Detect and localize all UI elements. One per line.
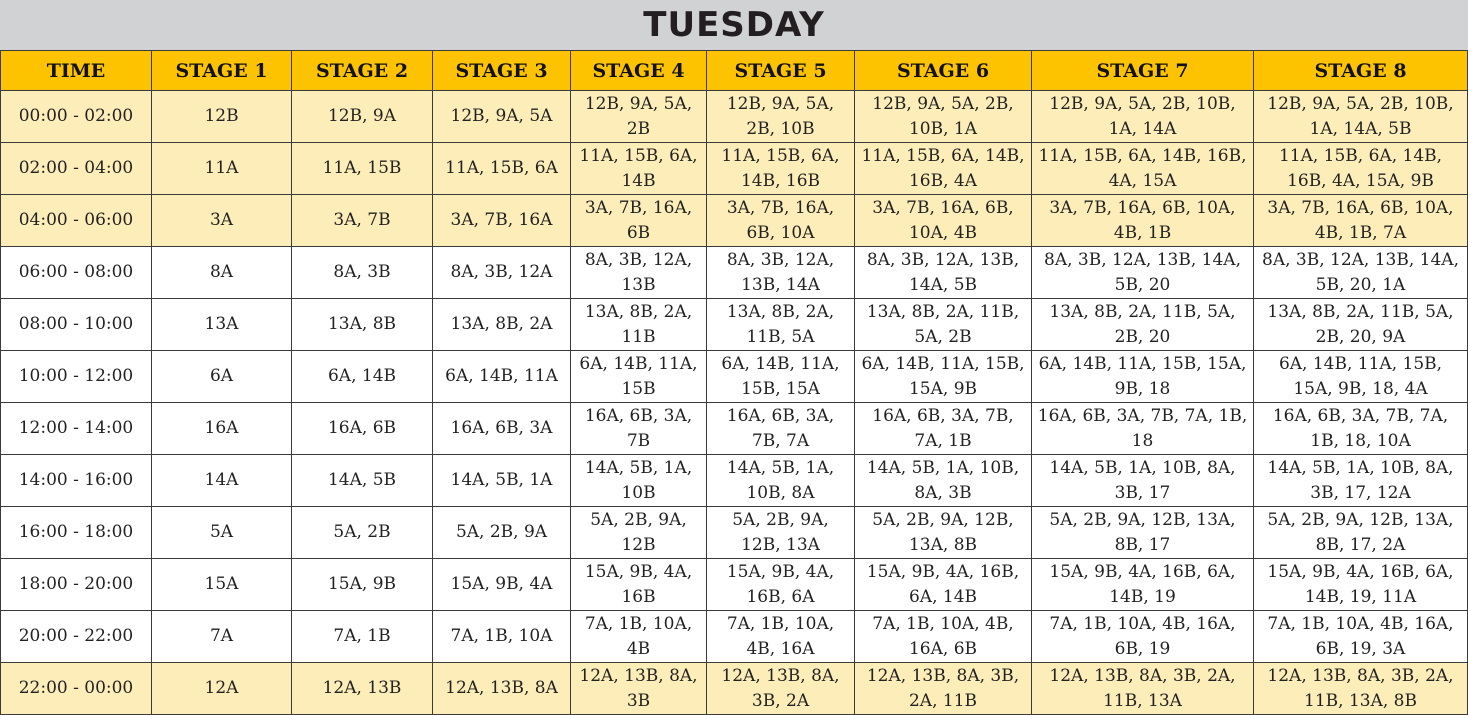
stage-8-cell: 15A, 9B, 4A, 16B, 6A, 14B, 19, 11A	[1254, 559, 1468, 611]
stage-8-cell: 5A, 2B, 9A, 12B, 13A, 8B, 17, 2A	[1254, 507, 1468, 559]
stage-4-cell: 11A, 15B, 6A, 14B	[571, 143, 707, 195]
stage-3-cell: 8A, 3B, 12A	[433, 247, 571, 299]
stage-5-cell: 8A, 3B, 12A, 13B, 14A	[707, 247, 855, 299]
stage-7-cell: 14A, 5B, 1A, 10B, 8A, 3B, 17	[1032, 455, 1254, 507]
stage-4-cell: 14A, 5B, 1A, 10B	[571, 455, 707, 507]
stage-1-cell: 15A	[152, 559, 292, 611]
stage-7-cell: 11A, 15B, 6A, 14B, 16B, 4A, 15A	[1032, 143, 1254, 195]
stage-8-cell: 12B, 9A, 5A, 2B, 10B, 1A, 14A, 5B	[1254, 91, 1468, 143]
stage-7-cell: 12B, 9A, 5A, 2B, 10B, 1A, 14A	[1032, 91, 1254, 143]
stage-5-cell: 5A, 2B, 9A, 12B, 13A	[707, 507, 855, 559]
time-slot-cell: 00:00 - 02:00	[1, 91, 152, 143]
time-slot-cell: 18:00 - 20:00	[1, 559, 152, 611]
stage-4-cell: 13A, 8B, 2A, 11B	[571, 299, 707, 351]
header-stage-1: STAGE 1	[152, 51, 292, 91]
header-stage-3: STAGE 3	[433, 51, 571, 91]
table-header	[1, 51, 1468, 91]
header-stage-7: STAGE 7	[1032, 51, 1254, 91]
title-bar	[0, 0, 1468, 50]
stage-3-cell: 11A, 15B, 6A	[433, 143, 571, 195]
page-title: TUESDAY	[643, 5, 825, 45]
table-row	[1, 403, 1468, 455]
stage-2-cell: 16A, 6B	[292, 403, 433, 455]
stage-2-cell: 5A, 2B	[292, 507, 433, 559]
stage-6-cell: 6A, 14B, 11A, 15B, 15A, 9B	[855, 351, 1032, 403]
stage-3-cell: 5A, 2B, 9A	[433, 507, 571, 559]
stage-6-cell: 7A, 1B, 10A, 4B, 16A, 6B	[855, 611, 1032, 663]
stage-5-cell: 6A, 14B, 11A, 15B, 15A	[707, 351, 855, 403]
time-slot-cell: 06:00 - 08:00	[1, 247, 152, 299]
stage-2-cell: 12A, 13B	[292, 663, 433, 715]
stage-8-cell: 3A, 7B, 16A, 6B, 10A, 4B, 1B, 7A	[1254, 195, 1468, 247]
stage-4-cell: 8A, 3B, 12A, 13B	[571, 247, 707, 299]
stage-8-cell: 6A, 14B, 11A, 15B, 15A, 9B, 18, 4A	[1254, 351, 1468, 403]
stage-2-cell: 13A, 8B	[292, 299, 433, 351]
stage-7-cell: 3A, 7B, 16A, 6B, 10A, 4B, 1B	[1032, 195, 1254, 247]
stage-7-cell: 15A, 9B, 4A, 16B, 6A, 14B, 19	[1032, 559, 1254, 611]
stage-4-cell: 5A, 2B, 9A, 12B	[571, 507, 707, 559]
stage-8-cell: 7A, 1B, 10A, 4B, 16A, 6B, 19, 3A	[1254, 611, 1468, 663]
stage-7-cell: 16A, 6B, 3A, 7B, 7A, 1B, 18	[1032, 403, 1254, 455]
header-stage-2: STAGE 2	[292, 51, 433, 91]
table-row	[1, 247, 1468, 299]
time-slot-cell: 10:00 - 12:00	[1, 351, 152, 403]
table-row	[1, 559, 1468, 611]
stage-6-cell: 15A, 9B, 4A, 16B, 6A, 14B	[855, 559, 1032, 611]
stage-3-cell: 7A, 1B, 10A	[433, 611, 571, 663]
stage-1-cell: 3A	[152, 195, 292, 247]
stage-6-cell: 12B, 9A, 5A, 2B, 10B, 1A	[855, 91, 1032, 143]
stage-4-cell: 16A, 6B, 3A, 7B	[571, 403, 707, 455]
time-slot-cell: 16:00 - 18:00	[1, 507, 152, 559]
stage-8-cell: 13A, 8B, 2A, 11B, 5A, 2B, 20, 9A	[1254, 299, 1468, 351]
stage-3-cell: 15A, 9B, 4A	[433, 559, 571, 611]
stage-8-cell: 16A, 6B, 3A, 7B, 7A, 1B, 18, 10A	[1254, 403, 1468, 455]
stage-5-cell: 13A, 8B, 2A, 11B, 5A	[707, 299, 855, 351]
time-slot-cell: 14:00 - 16:00	[1, 455, 152, 507]
stage-8-cell: 11A, 15B, 6A, 14B, 16B, 4A, 15A, 9B	[1254, 143, 1468, 195]
stage-5-cell: 7A, 1B, 10A, 4B, 16A	[707, 611, 855, 663]
stage-3-cell: 16A, 6B, 3A	[433, 403, 571, 455]
time-slot-cell: 12:00 - 14:00	[1, 403, 152, 455]
stage-7-cell: 5A, 2B, 9A, 12B, 13A, 8B, 17	[1032, 507, 1254, 559]
stage-5-cell: 11A, 15B, 6A, 14B, 16B	[707, 143, 855, 195]
stage-7-cell: 7A, 1B, 10A, 4B, 16A, 6B, 19	[1032, 611, 1254, 663]
stage-4-cell: 7A, 1B, 10A, 4B	[571, 611, 707, 663]
stage-5-cell: 3A, 7B, 16A, 6B, 10A	[707, 195, 855, 247]
stage-2-cell: 11A, 15B	[292, 143, 433, 195]
stage-1-cell: 8A	[152, 247, 292, 299]
stage-1-cell: 7A	[152, 611, 292, 663]
table-row	[1, 91, 1468, 143]
time-slot-cell: 22:00 - 00:00	[1, 663, 152, 715]
stage-1-cell: 16A	[152, 403, 292, 455]
stage-6-cell: 14A, 5B, 1A, 10B, 8A, 3B	[855, 455, 1032, 507]
stage-1-cell: 6A	[152, 351, 292, 403]
stage-1-cell: 14A	[152, 455, 292, 507]
header-stage-6: STAGE 6	[855, 51, 1032, 91]
table-row	[1, 143, 1468, 195]
stage-1-cell: 13A	[152, 299, 292, 351]
schedule-table	[0, 50, 1468, 715]
stage-8-cell: 8A, 3B, 12A, 13B, 14A, 5B, 20, 1A	[1254, 247, 1468, 299]
table-row	[1, 195, 1468, 247]
stage-6-cell: 3A, 7B, 16A, 6B, 10A, 4B	[855, 195, 1032, 247]
stage-2-cell: 6A, 14B	[292, 351, 433, 403]
header-stage-4: STAGE 4	[571, 51, 707, 91]
stage-4-cell: 15A, 9B, 4A, 16B	[571, 559, 707, 611]
stage-2-cell: 8A, 3B	[292, 247, 433, 299]
stage-5-cell: 15A, 9B, 4A, 16B, 6A	[707, 559, 855, 611]
header-stage-8: STAGE 8	[1254, 51, 1468, 91]
stage-7-cell: 13A, 8B, 2A, 11B, 5A, 2B, 20	[1032, 299, 1254, 351]
stage-4-cell: 12B, 9A, 5A, 2B	[571, 91, 707, 143]
stage-4-cell: 3A, 7B, 16A, 6B	[571, 195, 707, 247]
stage-6-cell: 13A, 8B, 2A, 11B, 5A, 2B	[855, 299, 1032, 351]
stage-7-cell: 6A, 14B, 11A, 15B, 15A, 9B, 18	[1032, 351, 1254, 403]
stage-3-cell: 3A, 7B, 16A	[433, 195, 571, 247]
table-body	[1, 91, 1468, 715]
stage-2-cell: 7A, 1B	[292, 611, 433, 663]
stage-3-cell: 12B, 9A, 5A	[433, 91, 571, 143]
time-slot-cell: 08:00 - 10:00	[1, 299, 152, 351]
table-row	[1, 299, 1468, 351]
time-slot-cell: 20:00 - 22:00	[1, 611, 152, 663]
stage-2-cell: 15A, 9B	[292, 559, 433, 611]
stage-6-cell: 12A, 13B, 8A, 3B, 2A, 11B	[855, 663, 1032, 715]
stage-2-cell: 14A, 5B	[292, 455, 433, 507]
stage-3-cell: 12A, 13B, 8A	[433, 663, 571, 715]
stage-3-cell: 13A, 8B, 2A	[433, 299, 571, 351]
stage-3-cell: 6A, 14B, 11A	[433, 351, 571, 403]
stage-5-cell: 14A, 5B, 1A, 10B, 8A	[707, 455, 855, 507]
header-stage-5: STAGE 5	[707, 51, 855, 91]
stage-5-cell: 12A, 13B, 8A, 3B, 2A	[707, 663, 855, 715]
table-row	[1, 351, 1468, 403]
stage-4-cell: 12A, 13B, 8A, 3B	[571, 663, 707, 715]
stage-2-cell: 3A, 7B	[292, 195, 433, 247]
stage-7-cell: 12A, 13B, 8A, 3B, 2A, 11B, 13A	[1032, 663, 1254, 715]
stage-3-cell: 14A, 5B, 1A	[433, 455, 571, 507]
stage-1-cell: 11A	[152, 143, 292, 195]
stage-1-cell: 5A	[152, 507, 292, 559]
table-row	[1, 455, 1468, 507]
stage-1-cell: 12B	[152, 91, 292, 143]
table-row	[1, 611, 1468, 663]
time-slot-cell: 04:00 - 06:00	[1, 195, 152, 247]
stage-8-cell: 12A, 13B, 8A, 3B, 2A, 11B, 13A, 8B	[1254, 663, 1468, 715]
header-time: TIME	[1, 51, 152, 91]
stage-5-cell: 12B, 9A, 5A, 2B, 10B	[707, 91, 855, 143]
stage-6-cell: 16A, 6B, 3A, 7B, 7A, 1B	[855, 403, 1032, 455]
table-row	[1, 507, 1468, 559]
stage-4-cell: 6A, 14B, 11A, 15B	[571, 351, 707, 403]
stage-6-cell: 11A, 15B, 6A, 14B, 16B, 4A	[855, 143, 1032, 195]
stage-8-cell: 14A, 5B, 1A, 10B, 8A, 3B, 17, 12A	[1254, 455, 1468, 507]
stage-2-cell: 12B, 9A	[292, 91, 433, 143]
time-slot-cell: 02:00 - 04:00	[1, 143, 152, 195]
stage-1-cell: 12A	[152, 663, 292, 715]
header-row	[1, 51, 1468, 91]
stage-7-cell: 8A, 3B, 12A, 13B, 14A, 5B, 20	[1032, 247, 1254, 299]
table-row	[1, 663, 1468, 715]
stage-6-cell: 5A, 2B, 9A, 12B, 13A, 8B	[855, 507, 1032, 559]
stage-6-cell: 8A, 3B, 12A, 13B, 14A, 5B	[855, 247, 1032, 299]
stage-5-cell: 16A, 6B, 3A, 7B, 7A	[707, 403, 855, 455]
